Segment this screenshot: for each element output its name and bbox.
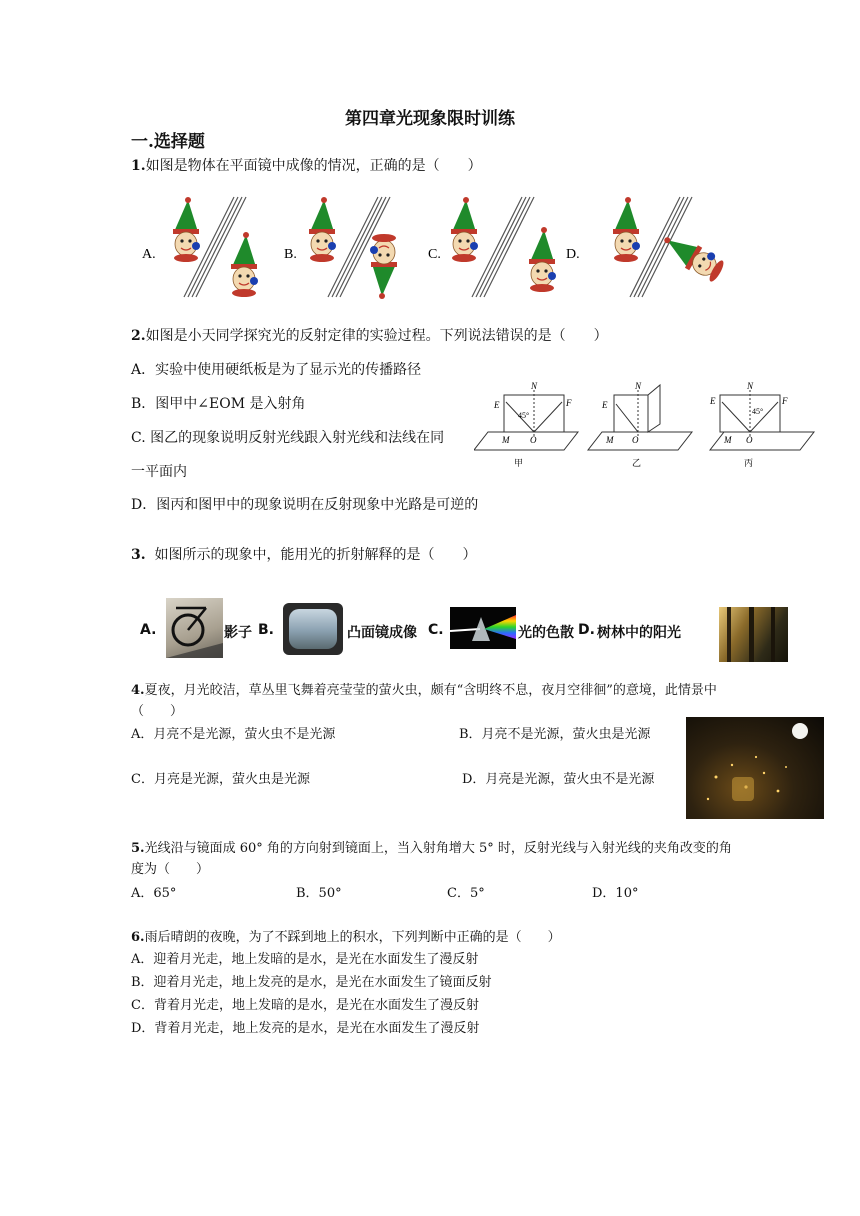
clown-object-icon (309, 197, 336, 262)
clown-object-icon (613, 197, 640, 262)
label-n: N (747, 381, 754, 391)
question-5 (131, 840, 732, 858)
q6-option-b: B．迎着月光走，地上发亮的是水，是光在水面发生了镜面反射 (131, 975, 492, 990)
panel-label: 甲 (514, 458, 524, 468)
firefly-night-photo (686, 717, 824, 819)
q5-option-b: B．50° (296, 886, 342, 901)
question-text: 如图是小天同学探究光的反射定律的实验过程。下列说法错误的是（ ） (145, 328, 608, 344)
label-e: E (494, 400, 500, 410)
question-number: 1. (131, 158, 146, 174)
q6-option-d: D．背着月光走，地上发亮的是水，是光在水面发生了漫反射 (131, 1021, 480, 1036)
q1-label-b: B. (284, 247, 297, 262)
clown-image-icon (370, 234, 397, 299)
question-text: 夏夜，月光皎洁，草丛里飞舞着亮莹莹的萤火虫，颇有“含明终不息，夜月空徘徊”的意境，此情景中 (144, 683, 717, 698)
question-number: 6. (131, 930, 145, 945)
q2-option-a: A．实验中使用硬纸板是为了显示光的传播路径 (131, 362, 422, 378)
panel-label: 丙 (744, 458, 754, 468)
q2-option-c-cont: 一平面内 (131, 464, 187, 480)
question-1 (131, 156, 482, 176)
q6-option-c: C．背着月光走，地上发暗的是水，是光在水面发生了漫反射 (131, 998, 479, 1013)
panel-jia (474, 381, 578, 468)
q2-option-d: D．图丙和图甲中的现象说明在反射现象中光路是可逆的 (131, 497, 479, 513)
q1-label-c: C. (428, 247, 441, 262)
shadow-photo (166, 598, 223, 658)
label-o: O (746, 435, 753, 445)
angle-label: 45° (752, 407, 764, 416)
q2-figure (474, 380, 834, 472)
q3-caption-d: 树林中的阳光 (597, 625, 681, 641)
label-o: O (632, 435, 639, 445)
panel-bing (709, 381, 814, 468)
label-e: E (710, 396, 716, 406)
label-f: F (566, 398, 572, 408)
q4-option-a: A．月亮不是光源，萤火虫不是光源 (131, 727, 336, 742)
clown-object-icon (173, 197, 200, 262)
panel-label: 乙 (632, 458, 642, 468)
clown-object-icon (451, 197, 478, 262)
question-text: 雨后晴朗的夜晚，为了不踩到地上的积水，下列判断中正确的是（ ） (144, 930, 561, 945)
question-text: 光线沿与镜面成 60° 角的方向射到镜面上，当入射角增大 5° 时，反射光线与入射光线的夹角改变的角 (144, 841, 732, 856)
question-number: 4. (131, 683, 145, 698)
question-number: 2. (131, 328, 146, 344)
label-m: M (724, 435, 732, 445)
section-heading: 一.选择题 (131, 132, 205, 152)
label-e: E (602, 400, 608, 410)
question-text: 如图所示的现象中，能用光的折射解释的是（ ） (154, 547, 477, 563)
label-n: N (531, 381, 538, 391)
q4-option-d: D．月亮是光源，萤火虫不是光源 (462, 772, 655, 787)
forest-sunlight-photo (719, 607, 788, 662)
question-text: 如图是物体在平面镜中成像的情况，正确的是（ ） (145, 158, 482, 174)
q2-option-b: B．图甲中∠EOM 是入射角 (131, 396, 306, 412)
question-4 (131, 682, 717, 700)
clown-image-icon (529, 227, 556, 292)
label-m: M (502, 435, 510, 445)
question-number: 5. (131, 841, 145, 856)
q4-option-b: B．月亮不是光源，萤火虫是光源 (459, 727, 651, 742)
q3-caption-c: 光的色散 (518, 625, 574, 641)
question-3 (131, 545, 477, 565)
prism-dispersion-photo (450, 607, 516, 649)
angle-label: 45° (518, 411, 530, 420)
q3-label-d: D. (578, 622, 595, 638)
q1-figure (138, 192, 728, 302)
label-o: O (530, 435, 537, 445)
q5-option-c: C．5° (447, 886, 485, 901)
convex-mirror-photo (283, 603, 343, 655)
question-number: 3. (131, 547, 146, 563)
clown-image-icon (231, 232, 258, 297)
q3-caption-a: 影子 (224, 625, 252, 641)
question-6 (131, 929, 561, 947)
q6-option-a: A．迎着月光走，地上发暗的是水，是光在水面发生了漫反射 (131, 952, 479, 967)
q5-option-a: A．65° (131, 886, 177, 901)
q2-option-c: C. 图乙的现象说明反射光线跟入射光线和法线在同 (131, 430, 445, 446)
q3-caption-b: 凸面镜成像 (347, 625, 417, 641)
question-5-cont: 度为（ ） (131, 862, 210, 877)
q1-label-a: A. (142, 247, 156, 262)
label-m: M (606, 435, 614, 445)
panel-yi (588, 381, 692, 468)
mirror-icon (472, 197, 534, 297)
q3-label-a: A. (140, 622, 157, 638)
page-title: 第四章光现象限时训练 (345, 109, 515, 129)
q1-label-d: D. (566, 247, 580, 262)
q3-label-b: B. (258, 622, 274, 638)
q3-label-c: C. (428, 622, 444, 638)
question-2 (131, 326, 608, 346)
q5-option-d: D．10° (592, 886, 639, 901)
label-n: N (635, 381, 642, 391)
q4-option-c: C．月亮是光源，萤火虫是光源 (131, 772, 310, 787)
label-f: F (782, 396, 788, 406)
q4-paren: （ ） (131, 704, 184, 719)
